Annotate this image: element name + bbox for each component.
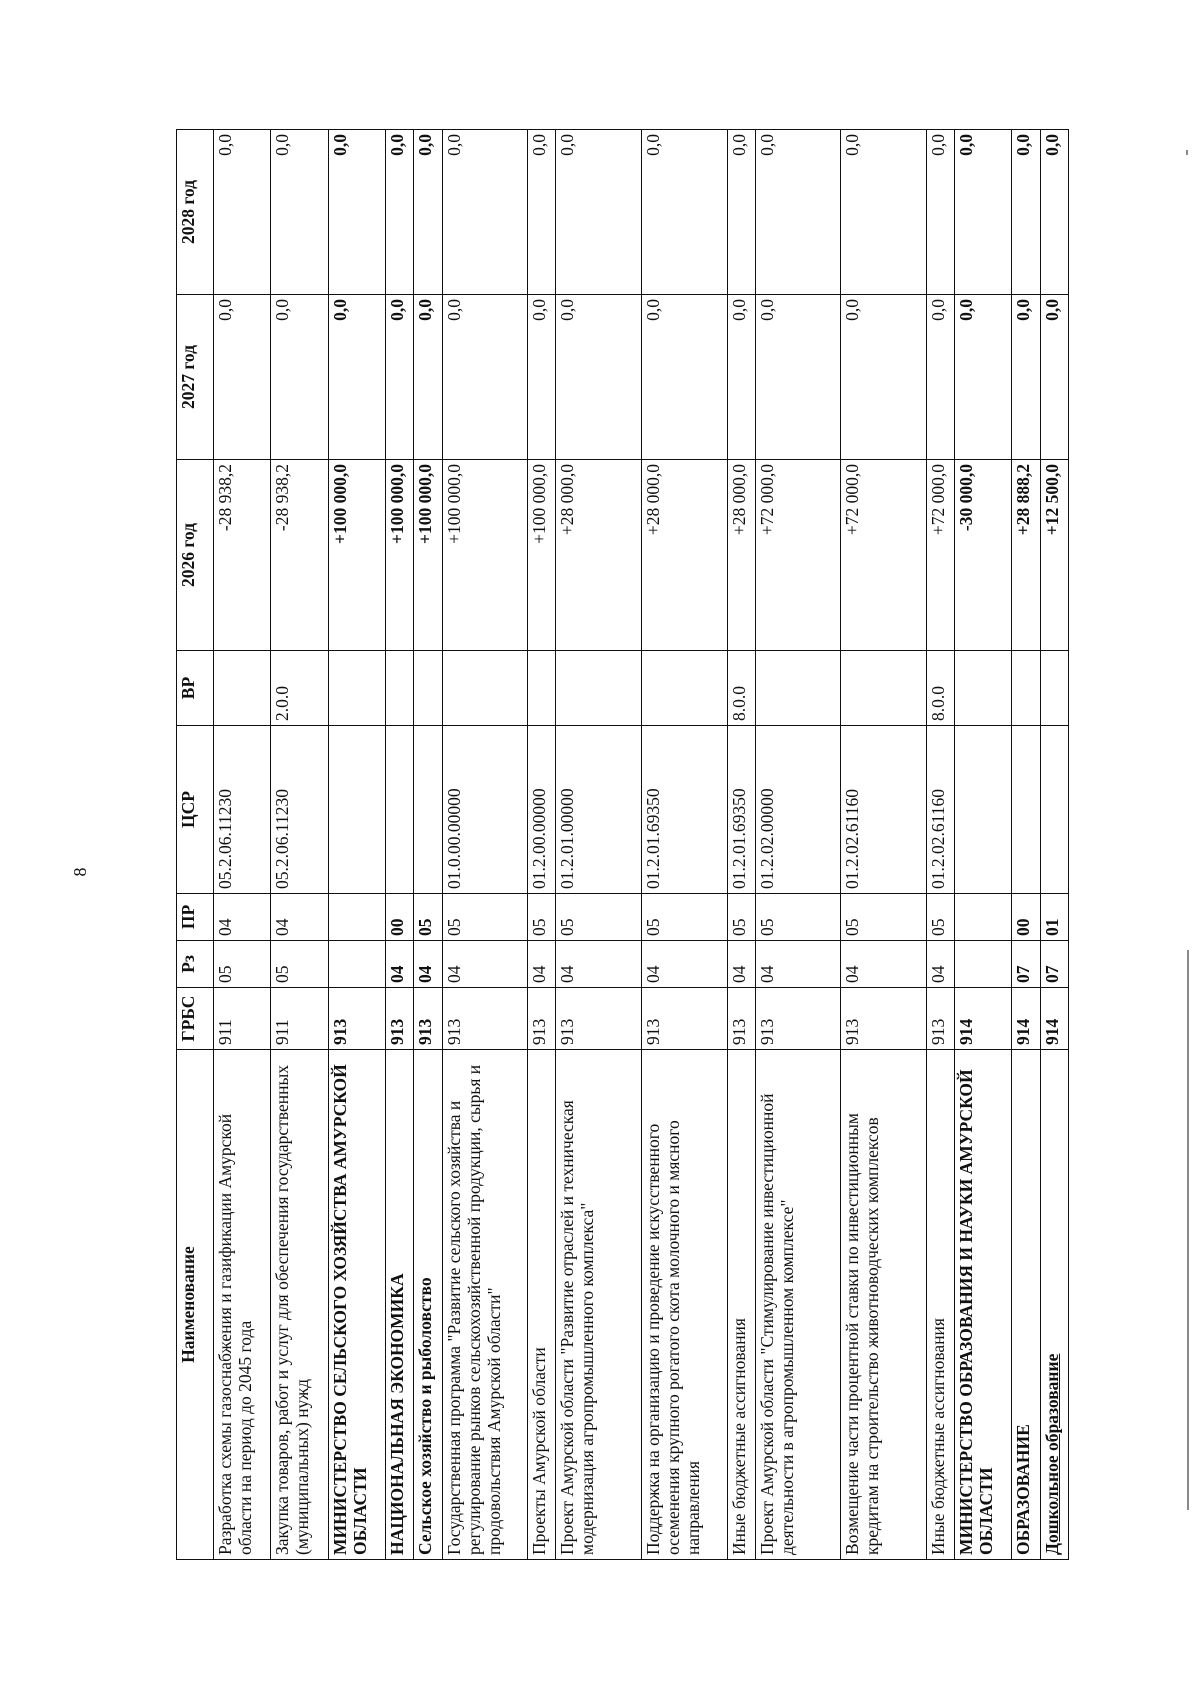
table-row [414,130,442,1560]
y2028-cell: 0,0 [386,130,414,295]
y2026-cell: +28 000,0 [556,460,642,651]
y2028-cell: 0,0 [755,130,841,295]
csr-cell: 01.2.01.69350 [641,726,727,894]
rz-cell: 05 [214,941,271,988]
y2027-cell: 0,0 [442,295,528,460]
vr-cell [1040,651,1068,726]
y2028-cell: 0,0 [955,130,1012,295]
pr-cell: 05 [414,894,442,941]
y2026-cell: +72 000,0 [926,460,954,651]
vr-cell [328,651,385,726]
name-cell: ОБРАЗОВАНИЕ [1012,1050,1040,1560]
header-grbs: ГРБС [177,988,214,1050]
csr-cell [955,726,1012,894]
y2028-cell: 0,0 [641,130,727,295]
grbs-cell: 913 [386,988,414,1050]
y2027-cell: 0,0 [755,295,841,460]
name-cell: Проект Амурской области "Развитие отраслей и техническая модернизация агропромышленного комплекса" [556,1050,642,1560]
grbs-cell: 913 [926,988,954,1050]
y2027-cell: 0,0 [271,295,328,460]
y2028-cell: 0,0 [841,130,927,295]
csr-cell [1012,726,1040,894]
scan-edge-mark [1187,950,1189,1510]
rz-cell: 04 [414,941,442,988]
name-cell: МИНИСТЕРСТВО СЕЛЬСКОГО ХОЗЯЙСТВА АМУРСКОЙ ОБЛАСТИ [328,1050,385,1560]
y2026-cell: +28 888,2 [1012,460,1040,651]
rz-cell: 07 [1012,941,1040,988]
y2026-cell: +100 000,0 [386,460,414,651]
pr-cell: 04 [214,894,271,941]
name-cell: Разработка схемы газоснабжения и газификации Амурской области на период до 2045 года [214,1050,271,1560]
name-cell: Проект Амурской области "Стимулирование инвестиционной деятельности в агропромышленном комплексе" [755,1050,841,1560]
grbs-cell: 913 [328,988,385,1050]
header-csr: ЦСР [177,726,214,894]
y2028-cell: 0,0 [528,130,556,295]
csr-cell: 01.2.02.61160 [926,726,954,894]
table-row [727,130,755,1560]
pr-cell: 05 [442,894,528,941]
csr-cell [328,726,385,894]
table-row [841,130,927,1560]
vr-cell [1012,651,1040,726]
y2027-cell: 0,0 [328,295,385,460]
y2028-cell: 0,0 [328,130,385,295]
name-cell: Возмещение части процентной ставки по инвестиционным кредитам на строительство животноводческих комплексов [841,1050,927,1560]
grbs-cell: 913 [641,988,727,1050]
table-row [1012,130,1040,1560]
name-cell: Дошкольное образование [1040,1050,1068,1560]
y2027-cell: 0,0 [1040,295,1068,460]
name-cell: Государственная программа "Развитие сельского хозяйства и регулирование рынков сельскохозяйственной продукции, сырья и продовольствия Амурской области" [442,1050,528,1560]
csr-cell: 01.2.02.00000 [755,726,841,894]
y2028-cell: 0,0 [442,130,528,295]
vr-cell [214,651,271,726]
y2028-cell: 0,0 [414,130,442,295]
name-cell: НАЦИОНАЛЬНАЯ ЭКОНОМИКА [386,1050,414,1560]
y2027-cell: 0,0 [1012,295,1040,460]
grbs-cell: 914 [1040,988,1068,1050]
budget-table [176,129,1069,1560]
rz-cell: 07 [1040,941,1068,988]
name-cell: МИНИСТЕРСТВО ОБРАЗОВАНИЯ И НАУКИ АМУРСКОЙ ОБЛАСТИ [955,1050,1012,1560]
grbs-cell: 914 [1012,988,1040,1050]
pr-cell: 01 [1040,894,1068,941]
y2027-cell: 0,0 [926,295,954,460]
table-row [556,130,642,1560]
y2027-cell: 0,0 [414,295,442,460]
grbs-cell: 913 [528,988,556,1050]
table-row [214,130,271,1560]
rz-cell: 04 [926,941,954,988]
rz-cell [328,941,385,988]
header-2026: 2026 год [177,460,214,651]
csr-cell: 05.2.06.11230 [214,726,271,894]
rz-cell: 04 [442,941,528,988]
rz-cell: 04 [641,941,727,988]
pr-cell: 05 [727,894,755,941]
y2026-cell: +72 000,0 [755,460,841,651]
table-row [442,130,528,1560]
csr-cell: 01.2.00.00000 [528,726,556,894]
y2026-cell: -28 938,2 [214,460,271,651]
vr-cell [556,651,642,726]
table-row [755,130,841,1560]
pr-cell: 05 [641,894,727,941]
y2027-cell: 0,0 [528,295,556,460]
name-cell: Закупка товаров, работ и услуг для обеспечения государственных (муниципальных) нужд [271,1050,328,1560]
header-2028: 2028 год [177,130,214,295]
table-row [926,130,954,1560]
y2028-cell: 0,0 [727,130,755,295]
table-row [386,130,414,1560]
y2028-cell: 0,0 [214,130,271,295]
budget-table-rotated [176,130,1069,1560]
table-row [1040,130,1068,1560]
pr-cell: 04 [271,894,328,941]
vr-cell [955,651,1012,726]
grbs-cell: 913 [442,988,528,1050]
vr-cell: 8.0.0 [727,651,755,726]
page-number: 8 [70,867,90,877]
name-cell: Поддержка на организацию и проведение искусственного осеменения крупного рогатого скота молочного и мясного направления [641,1050,727,1560]
vr-cell: 2.0.0 [271,651,328,726]
grbs-cell: 913 [841,988,927,1050]
y2026-cell: +100 000,0 [328,460,385,651]
y2026-cell: +100 000,0 [528,460,556,651]
name-cell: Иные бюджетные ассигнования [926,1050,954,1560]
y2027-cell: 0,0 [556,295,642,460]
rz-cell: 05 [271,941,328,988]
name-cell: Иные бюджетные ассигнования [727,1050,755,1560]
pr-cell: 05 [556,894,642,941]
rz-cell: 04 [841,941,927,988]
pr-cell [328,894,385,941]
header-rz: Рз [177,941,214,988]
scan-edge-mark [1186,150,1188,155]
csr-cell: 01.0.00.00000 [442,726,528,894]
pr-cell: 05 [528,894,556,941]
csr-cell [1040,726,1068,894]
y2026-cell: +100 000,0 [442,460,528,651]
name-cell: Проекты Амурской области [528,1050,556,1560]
y2028-cell: 0,0 [1012,130,1040,295]
table-header-row [177,130,214,1560]
vr-cell [841,651,927,726]
y2027-cell: 0,0 [214,295,271,460]
csr-cell [386,726,414,894]
pr-cell: 05 [841,894,927,941]
grbs-cell: 911 [271,988,328,1050]
y2026-cell: +100 000,0 [414,460,442,651]
vr-cell: 8.0.0 [926,651,954,726]
header-pr: ПР [177,894,214,941]
grbs-cell: 913 [556,988,642,1050]
vr-cell [442,651,528,726]
pr-cell [955,894,1012,941]
table-row [328,130,385,1560]
csr-cell: 05.2.06.11230 [271,726,328,894]
y2028-cell: 0,0 [271,130,328,295]
y2026-cell: +28 000,0 [727,460,755,651]
name-cell: Сельское хозяйство и рыболовство [414,1050,442,1560]
header-vr: ВР [177,651,214,726]
vr-cell [528,651,556,726]
y2027-cell: 0,0 [955,295,1012,460]
y2027-cell: 0,0 [727,295,755,460]
vr-cell [641,651,727,726]
rz-cell: 04 [755,941,841,988]
csr-cell: 01.2.01.69350 [727,726,755,894]
y2027-cell: 0,0 [386,295,414,460]
y2028-cell: 0,0 [926,130,954,295]
rz-cell: 04 [727,941,755,988]
y2026-cell: +28 000,0 [641,460,727,651]
pr-cell: 00 [386,894,414,941]
pr-cell: 00 [1012,894,1040,941]
y2028-cell: 0,0 [1040,130,1068,295]
csr-cell [414,726,442,894]
grbs-cell: 913 [414,988,442,1050]
vr-cell [386,651,414,726]
rz-cell [955,941,1012,988]
pr-cell: 05 [755,894,841,941]
table-row [955,130,1012,1560]
vr-cell [755,651,841,726]
pr-cell: 05 [926,894,954,941]
y2026-cell: -28 938,2 [271,460,328,651]
y2026-cell: +12 500,0 [1040,460,1068,651]
table-body [214,130,1069,1560]
table-row [641,130,727,1560]
grbs-cell: 911 [214,988,271,1050]
vr-cell [414,651,442,726]
y2028-cell: 0,0 [556,130,642,295]
table-row [528,130,556,1560]
y2026-cell: -30 000,0 [955,460,1012,651]
rz-cell: 04 [556,941,642,988]
csr-cell: 01.2.02.61160 [841,726,927,894]
rz-cell: 04 [386,941,414,988]
y2027-cell: 0,0 [641,295,727,460]
grbs-cell: 913 [727,988,755,1050]
y2027-cell: 0,0 [841,295,927,460]
grbs-cell: 914 [955,988,1012,1050]
header-2027: 2027 год [177,295,214,460]
grbs-cell: 913 [755,988,841,1050]
y2026-cell: +72 000,0 [841,460,927,651]
rz-cell: 04 [528,941,556,988]
csr-cell: 01.2.01.00000 [556,726,642,894]
header-name: Наименование [177,1050,214,1560]
table-row [271,130,328,1560]
